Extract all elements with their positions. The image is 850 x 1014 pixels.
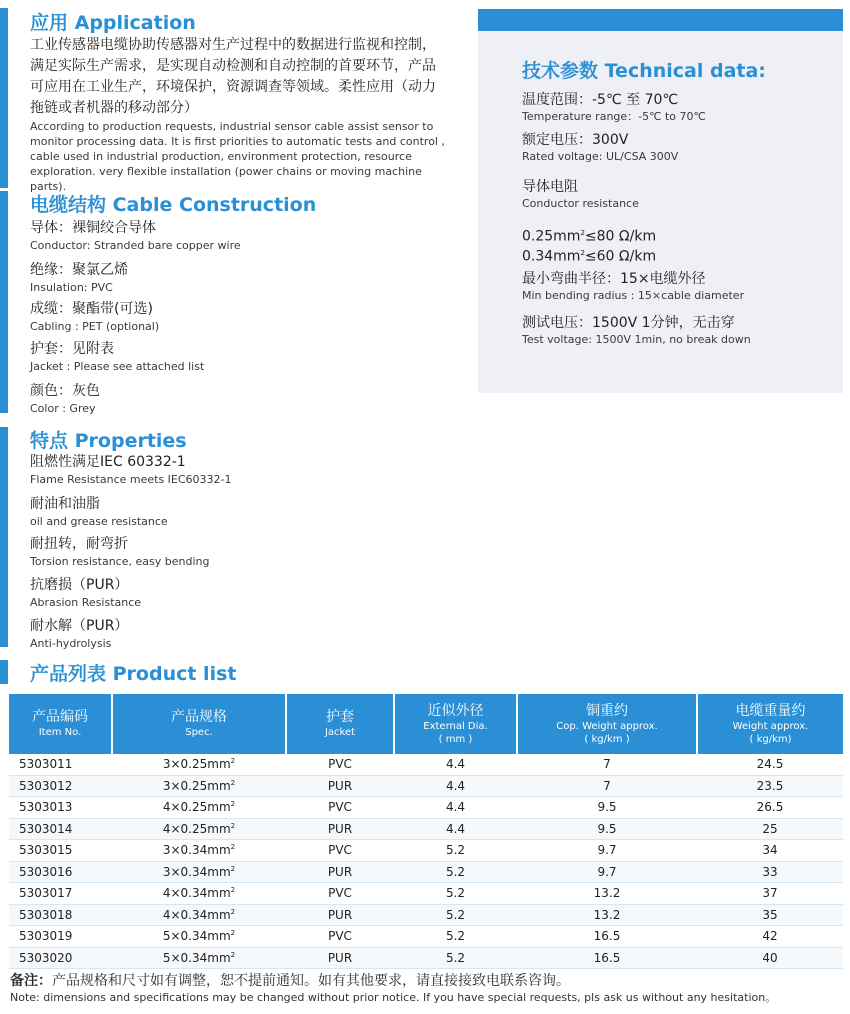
tech-item — [522, 270, 744, 303]
cell-item-no: 5303011 — [9, 754, 112, 775]
section-marker — [0, 660, 8, 684]
column-header-copper-weight: 铜重约 Cop. Weight approx. ( kg/km ) — [517, 694, 697, 754]
property-item-en: Flame Resistance meets IEC60332-1 — [30, 473, 232, 486]
cell-jacket: PVC — [286, 754, 394, 775]
cell-weight: 40 — [697, 947, 843, 969]
cell-weight: 42 — [697, 926, 843, 948]
cell-external-dia: 4.4 — [394, 754, 517, 775]
cell-item-no: 5303018 — [9, 904, 112, 926]
resistance-value: $0.25mm^2\le 80$ Ω/km — [522, 228, 657, 245]
tech-item-en: Min bending radius : 15×cable diameter — [522, 289, 745, 302]
cell-jacket: PVC — [286, 840, 394, 862]
cell-jacket: PUR — [286, 818, 394, 840]
cell-copper-weight: 9.5 — [517, 797, 697, 819]
cell-external-dia: 4.4 — [394, 775, 517, 797]
cell-external-dia: 4.4 — [394, 818, 517, 840]
column-header-external-dia: 近似外径 External Dia. ( mm ) — [394, 694, 517, 754]
property-item — [30, 452, 232, 487]
cell-copper-weight: 7 — [517, 775, 697, 797]
application-text-zh: 工业传感器电缆协助传感器对生产过程中的数据进行监视和控制，满足实际生产需求，是实现自动检测和自动控制的首要环节，产品可应用在工业生产，环境保护，资源调查等领域。柔性应用（动力拖链或者机器的移动部分） — [30, 37, 436, 116]
cell-spec: $5\times 0.34mm^2$ — [112, 926, 286, 948]
cell-external-dia: 5.2 — [394, 926, 517, 948]
note-text-zh: 产品规格和尺寸如有调整，恕不提前通知。如有其他要求，请直接接致电联系咨询。 — [52, 973, 570, 989]
tech-item — [522, 314, 751, 347]
cell-weight: 37 — [697, 883, 843, 905]
cell-spec: $3\times 0.25mm^2$ — [112, 754, 286, 775]
construction-item — [30, 218, 241, 253]
application-title: 应用 Application — [30, 12, 196, 34]
table-row — [9, 947, 843, 969]
tech-item-en: Conductor resistance — [522, 197, 639, 210]
application-text-en: According to production requests, industrial sensor cable assist sensor to monitor processing data. It is first priorities to automatic tests and control , cable used in industrial production, environment protection, resource exploration. very flexible installation (power chains or moving machine parts). — [30, 120, 445, 193]
section-marker — [0, 427, 8, 647]
note-en: Note: dimensions and specifications may be changed without prior notice. If you have special requests, pls ask us without any hesitation。 — [10, 991, 777, 1004]
construction-item-zh: 护套：见附表 — [30, 341, 114, 357]
property-item-en: Torsion resistance, easy bending — [30, 555, 210, 568]
cell-weight: 35 — [697, 904, 843, 926]
cell-spec: $3\times 0.25mm^2$ — [112, 775, 286, 797]
tech-item-zh: 温度范围：-5℃ 至 70℃ — [522, 92, 679, 108]
table-row — [9, 775, 843, 797]
property-item-en: Anti-hydrolysis — [30, 637, 112, 650]
construction-item-en: Color : Grey — [30, 402, 96, 415]
cell-spec: $4\times 0.34mm^2$ — [112, 883, 286, 905]
cell-external-dia: 5.2 — [394, 840, 517, 862]
column-header-weight: 电缆重量约 Weight approx. ( kg/km) — [697, 694, 843, 754]
property-item-zh: 阻燃性满足IEC 60332-1 — [30, 454, 186, 470]
cell-copper-weight: 16.5 — [517, 947, 697, 969]
table-row — [9, 754, 843, 775]
section-marker — [0, 8, 8, 188]
cell-spec: $4\times 0.34mm^2$ — [112, 904, 286, 926]
conductor-resistance-values — [522, 225, 656, 264]
cell-copper-weight: 9.5 — [517, 818, 697, 840]
cell-weight: 33 — [697, 861, 843, 883]
tech-item-zh: 最小弯曲半径：15×电缆外径 — [522, 271, 706, 287]
cell-spec: $3\times 0.34mm^2$ — [112, 840, 286, 862]
section-marker — [0, 191, 8, 413]
cell-copper-weight: 9.7 — [517, 861, 697, 883]
property-item — [30, 575, 141, 610]
construction-item-en: Cabling : PET (optional) — [30, 320, 160, 333]
cell-jacket: PUR — [286, 947, 394, 969]
construction-item-zh: 颜色：灰色 — [30, 383, 100, 399]
cell-item-no: 5303020 — [9, 947, 112, 969]
cell-item-no: 5303014 — [9, 818, 112, 840]
table-row — [9, 926, 843, 948]
cell-item-no: 5303012 — [9, 775, 112, 797]
property-item — [30, 616, 128, 651]
construction-item-zh: 成缆：聚酯带(可选) — [30, 301, 153, 317]
cell-spec: $5\times 0.34mm^2$ — [112, 947, 286, 969]
cell-weight: 34 — [697, 840, 843, 862]
tech-item-zh: 额定电压：300V — [522, 132, 629, 148]
tech-item-en: Test voltage: 1500V 1min, no break down — [522, 333, 751, 346]
table-row — [9, 861, 843, 883]
property-item — [30, 494, 168, 529]
cell-item-no: 5303017 — [9, 883, 112, 905]
property-item-en: Abrasion Resistance — [30, 596, 142, 609]
column-header-item-no: 产品编码 Item No. — [9, 694, 112, 754]
cell-external-dia: 5.2 — [394, 904, 517, 926]
cell-spec: $4\times 0.25mm^2$ — [112, 797, 286, 819]
construction-item — [30, 299, 159, 334]
cell-external-dia: 4.4 — [394, 797, 517, 819]
construction-item-zh: 绝缘：聚氯乙烯 — [30, 262, 128, 278]
cell-item-no: 5303019 — [9, 926, 112, 948]
construction-item — [30, 339, 204, 374]
panel-top-band — [478, 9, 843, 31]
property-item-zh: 耐水解（PUR） — [30, 618, 129, 634]
cell-jacket: PVC — [286, 883, 394, 905]
property-item-en: oil and grease resistance — [30, 515, 168, 528]
cell-copper-weight: 13.2 — [517, 883, 697, 905]
product-table-body — [9, 754, 843, 969]
cell-spec: $4\times 0.25mm^2$ — [112, 818, 286, 840]
cell-item-no: 5303016 — [9, 861, 112, 883]
cell-item-no: 5303013 — [9, 797, 112, 819]
tech-item-en: Temperature range：-5℃ to 70℃ — [522, 110, 706, 123]
note-zh — [10, 972, 570, 990]
property-item-zh: 抗磨损（PUR） — [30, 577, 129, 593]
cell-jacket: PVC — [286, 926, 394, 948]
tech-item — [522, 131, 678, 164]
tech-item — [522, 178, 639, 211]
technical-data-panel — [478, 9, 843, 393]
cell-jacket: PVC — [286, 797, 394, 819]
cell-weight: 25 — [697, 818, 843, 840]
table-header-row — [9, 694, 843, 754]
cell-copper-weight: 13.2 — [517, 904, 697, 926]
tech-item-en: Rated voltage: UL/CSA 300V — [522, 150, 679, 163]
product-table — [9, 694, 843, 969]
construction-item — [30, 381, 100, 416]
cell-copper-weight: 9.7 — [517, 840, 697, 862]
cell-copper-weight: 7 — [517, 754, 697, 775]
cell-external-dia: 5.2 — [394, 861, 517, 883]
note-label: 备注： — [10, 973, 52, 989]
construction-item — [30, 260, 128, 295]
table-row — [9, 797, 843, 819]
cell-spec: $3\times 0.34mm^2$ — [112, 861, 286, 883]
cell-item-no: 5303015 — [9, 840, 112, 862]
property-item-zh: 耐油和油脂 — [30, 496, 100, 512]
table-row — [9, 840, 843, 862]
cell-weight: 23.5 — [697, 775, 843, 797]
cell-jacket: PUR — [286, 775, 394, 797]
property-item-zh: 耐扭转，耐弯折 — [30, 536, 128, 552]
property-item — [30, 534, 209, 569]
products-title: 产品列表 Product list — [30, 663, 237, 685]
table-row — [9, 904, 843, 926]
tech-item-zh: 导体电阻 — [522, 179, 578, 195]
table-row — [9, 883, 843, 905]
column-header-spec: 产品规格 Spec. — [112, 694, 286, 754]
cell-weight: 24.5 — [697, 754, 843, 775]
construction-item-en: Insulation: PVC — [30, 281, 113, 294]
column-header-jacket: 护套 Jacket — [286, 694, 394, 754]
cell-copper-weight: 16.5 — [517, 926, 697, 948]
cell-external-dia: 5.2 — [394, 947, 517, 969]
properties-title: 特点 Properties — [30, 430, 187, 452]
cell-jacket: PUR — [286, 861, 394, 883]
table-row — [9, 818, 843, 840]
construction-item-zh: 导体：裸铜绞合导体 — [30, 220, 156, 236]
construction-title: 电缆结构 Cable Construction — [30, 194, 317, 216]
construction-item-en: Jacket : Please see attached list — [30, 360, 205, 373]
cell-external-dia: 5.2 — [394, 883, 517, 905]
technical-title: 技术参数 Technical data: — [522, 60, 766, 82]
construction-item-en: Conductor: Stranded bare copper wire — [30, 239, 241, 252]
tech-item-zh: 测试电压：1500V 1分钟，无击穿 — [522, 315, 735, 331]
tech-item — [522, 91, 706, 124]
cell-weight: 26.5 — [697, 797, 843, 819]
resistance-value: $0.34mm^2\le 60$ Ω/km — [522, 248, 657, 265]
cell-jacket: PUR — [286, 904, 394, 926]
